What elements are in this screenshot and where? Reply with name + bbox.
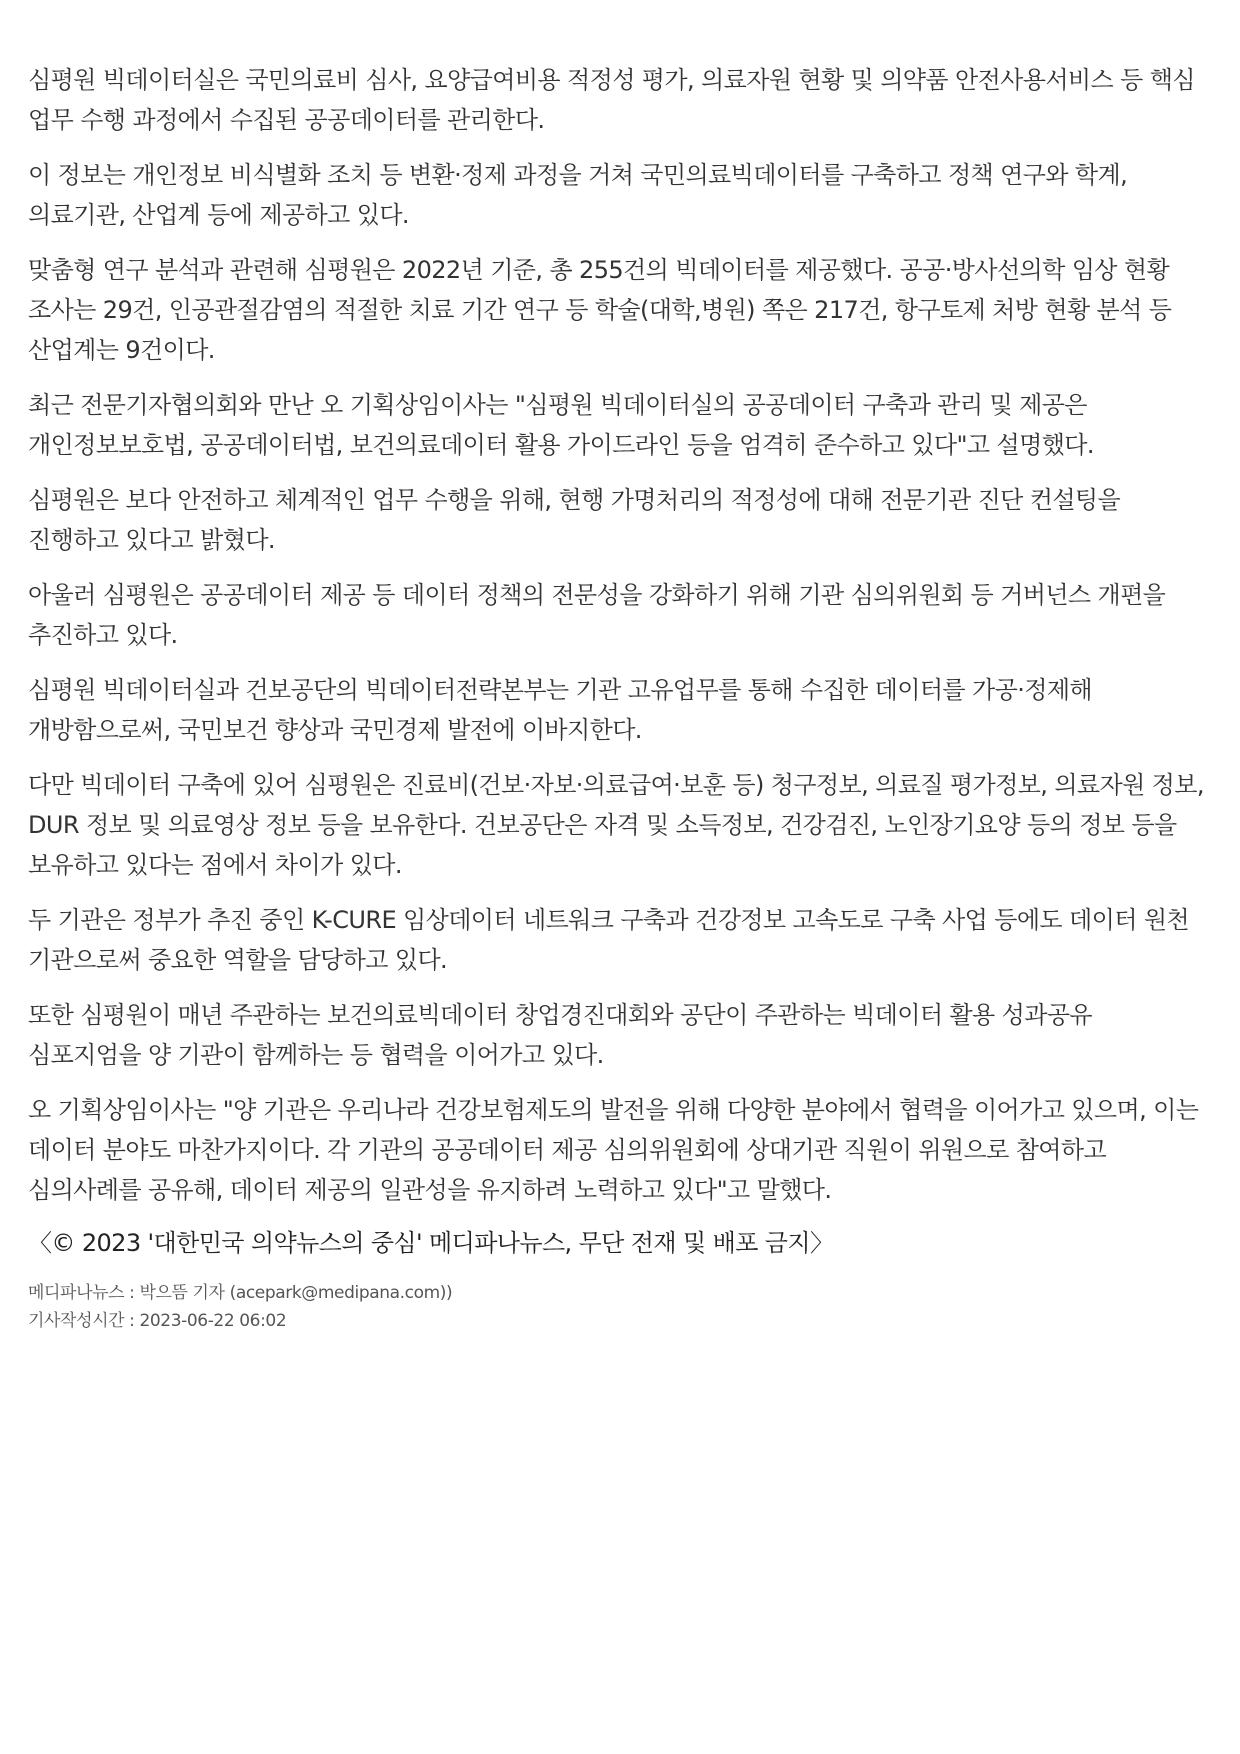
article-paragraph: 심평원 빅데이터실과 건보공단의 빅데이터전략본부는 기관 고유업무를 통해 수집한 데이터를 가공·정제해 개방함으로써, 국민보건 향상과 국민경제 발전에 이바지한다. bbox=[28, 676, 1092, 744]
article-paragraph: 이 정보는 개인정보 비식별화 조치 등 변환·정제 과정을 거쳐 국민의료빅데이터를 구축하고 정책 연구와 학계, 의료기관, 산업계 등에 제공하고 있다. bbox=[28, 161, 1128, 229]
article-paragraph: 최근 전문기자협의회와 만난 오 기획상임이사는 "심평원 빅데이터실의 공공데이터 구축과 관리 및 제공은 개인정보보호법, 공공데이터법, 보건의료데이터 활용 가이드라인 등을 엄격히 준수하고 있다"고 설명했다. bbox=[28, 391, 1094, 459]
copyright-notice: 〈© 2023 '대한민국 의약뉴스의 중심' 메디파나뉴스, 무단 전재 및 배포 금지〉 bbox=[28, 1229, 834, 1257]
article-paragraph: 다만 빅데이터 구축에 있어 심평원은 진료비(건보·자보·의료급여·보훈 등) 청구정보, 의료질 평가정보, 의료자원 정보, DUR 정보 및 의료영상 정보 등을 보유한다. 건보공단은 자격 및 소득정보, 건강검진, 노인장기요양 등의 정보 등을 보유하고 있다는 점에서 차이가 있다. bbox=[28, 771, 1204, 879]
article-timestamp: 기사작성시간 : 2023-06-22 06:02 bbox=[28, 1311, 287, 1331]
article-paragraph: 아울러 심평원은 공공데이터 제공 등 데이터 정책의 전문성을 강화하기 위해 기관 심의위원회 등 거버넌스 개편을 추진하고 있다. bbox=[28, 581, 1166, 649]
article-paragraph: 심평원 빅데이터실은 국민의료비 심사, 요양급여비용 적정성 평가, 의료자원 현황 및 의약품 안전사용서비스 등 핵심 업무 수행 과정에서 수집된 공공데이터를 관리한다. bbox=[28, 66, 1195, 134]
article-paragraph: 또한 심평원이 매년 주관하는 보건의료빅데이터 창업경진대회와 공단이 주관하는 빅데이터 활용 성과공유 심포지엄을 양 기관이 함께하는 등 협력을 이어가고 있다. bbox=[28, 1001, 1092, 1069]
article-paragraph: 두 기관은 정부가 추진 중인 K-CURE 임상데이터 네트워크 구축과 건강정보 고속도로 구축 사업 등에도 데이터 원천 기관으로써 중요한 역할을 담당하고 있다. bbox=[28, 906, 1189, 974]
article-paragraph: 오 기획상임이사는 "양 기관은 우리나라 건강보험제도의 발전을 위해 다양한 분야에서 협력을 이어가고 있으며, 이는 데이터 분야도 마찬가지이다. 각 기관의 공공데이터 제공 심의위원회에 상대기관 직원이 위원으로 참여하고 심의사례를 공유해, 데이터 제공의 일관성을 유지하려 노력하고 있다"고 말했다. bbox=[28, 1096, 1199, 1204]
article-paragraph: 심평원은 보다 안전하고 체계적인 업무 수행을 위해, 현행 가명처리의 적정성에 대해 전문기관 진단 컨설팅을 진행하고 있다고 밝혔다. bbox=[28, 486, 1121, 554]
article-paragraph: 맞춤형 연구 분석과 관련해 심평원은 2022년 기준, 총 255건의 빅데이터를 제공했다. 공공·방사선의학 임상 현황 조사는 29건, 인공관절감염의 적절한 치료 기간 연구 등 학술(대학,병원) 쪽은 217건, 항구토제 처방 현황 분석 등 산업계는 9건이다. bbox=[28, 256, 1172, 364]
article-byline: 메디파나뉴스 : 박으뜸 기자 (acepark@medipana.com)) bbox=[28, 1283, 453, 1303]
